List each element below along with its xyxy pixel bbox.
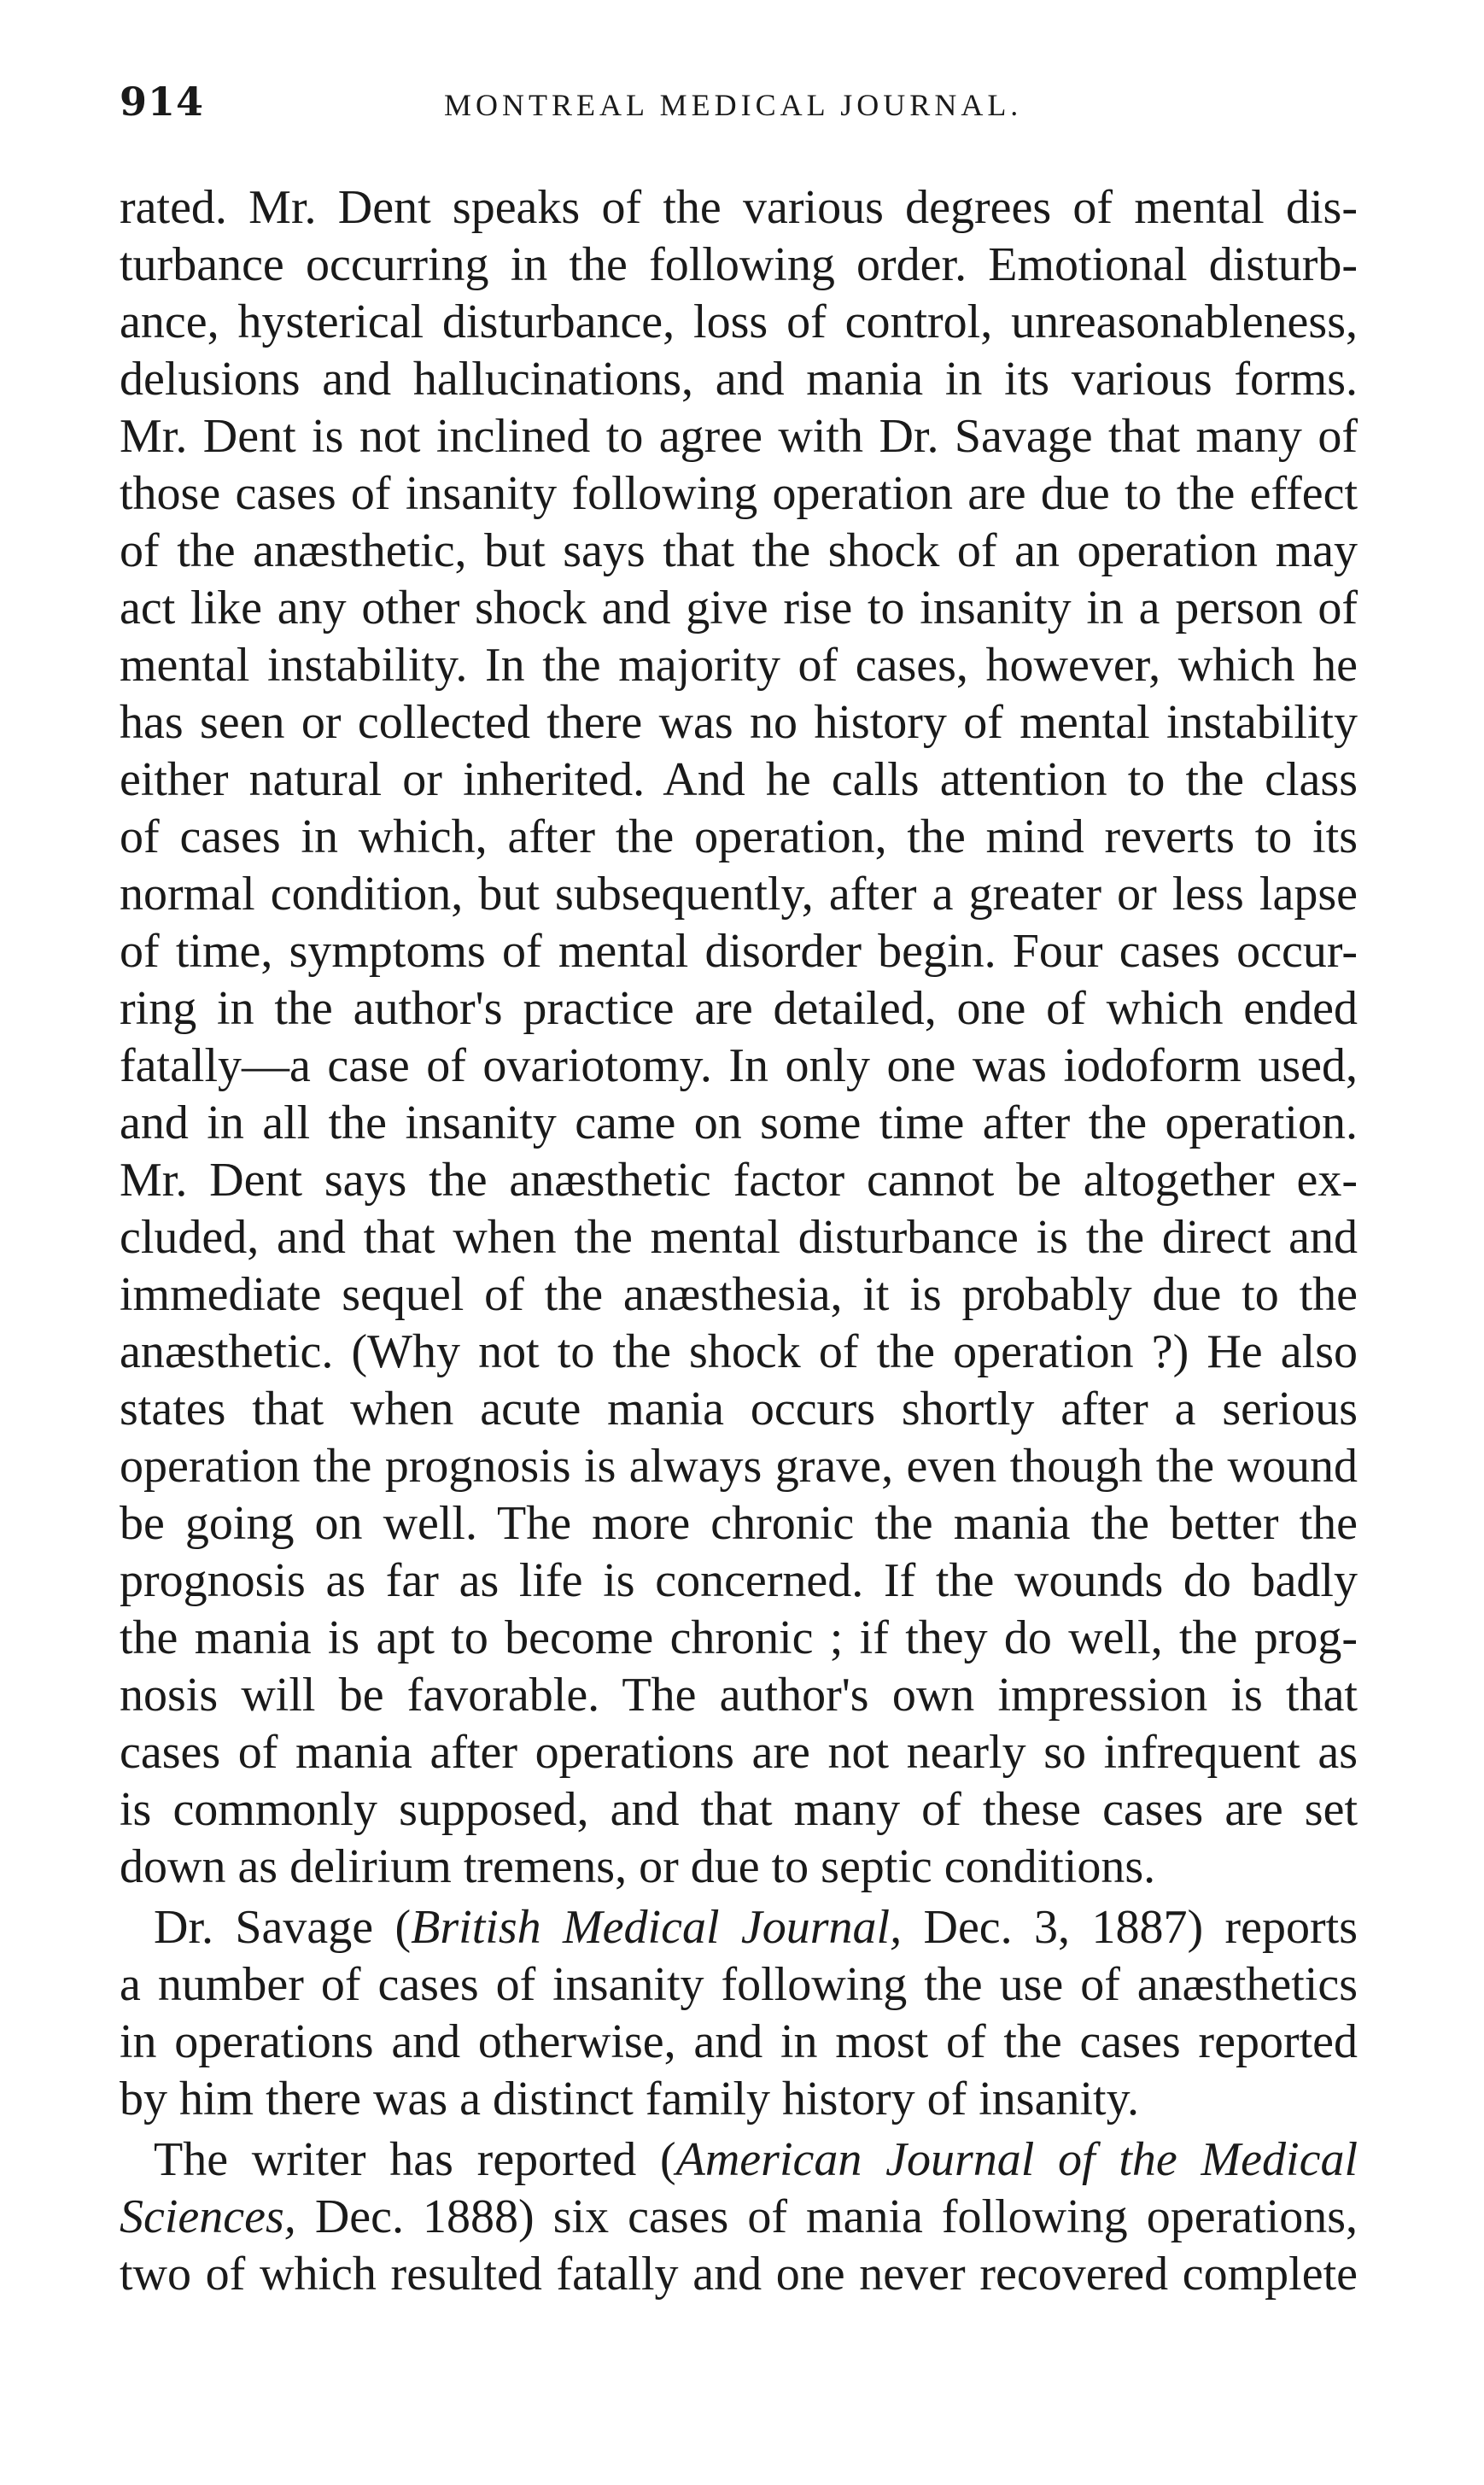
citation-title: Sciences, (120, 2190, 296, 2243)
text-line: be going on well. The more chronic the mania the better the (120, 1497, 1358, 1550)
text-line: of the anæsthetic, but says that the shock of an operation may (120, 524, 1358, 577)
text-line: ring in the author's practice are detailed, one of which ended (120, 982, 1358, 1035)
text-line: prognosis as far as life is concerned. If the wounds do badly (120, 1554, 1358, 1607)
text-line: Mr. Dent is not inclined to agree with Dr. Savage that many of (120, 410, 1358, 463)
text-line: immediate sequel of the anæsthesia, it is probably due to the (120, 1268, 1358, 1321)
text-span: The writer has reported ( (154, 2133, 676, 2186)
text-line: act like any other shock and give rise to insanity in a person of (120, 582, 1358, 634)
text-line: those cases of insanity following operation are due to the effect (120, 467, 1358, 520)
text-line: cases of mania after operations are not nearly so infrequent as (120, 1726, 1358, 1779)
text-line: down as delirium tremens, or due to septic conditions. (120, 1840, 1156, 1893)
text-line: is commonly supposed, and that many of these cases are set (120, 1783, 1358, 1836)
text-line: nosis will be favorable. The author's own impression is that (120, 1669, 1358, 1722)
body-text (120, 179, 1358, 2303)
text-line: has seen or collected there was no history of mental instability (120, 696, 1358, 749)
text-line: Mr. Dent says the anæsthetic factor cannot be altogether ex- (120, 1154, 1358, 1207)
text-line: normal condition, but subsequently, after a greater or less lapse (120, 868, 1358, 921)
text-line: fatally—a case of ovariotomy. In only one was iodoform used, (120, 1039, 1358, 1092)
text-line: mental instability. In the majority of cases, however, which he (120, 639, 1358, 692)
text-span: Dec. 3, 1887) reports (902, 1901, 1358, 1954)
text-span: Dec. 1888) six cases of mania following operations, (295, 2190, 1358, 2243)
text-line: states that when acute mania occurs shortly after a serious (120, 1383, 1358, 1435)
text-span: Dr. Savage ( (154, 1901, 412, 1954)
paragraph-1 (120, 179, 1358, 1896)
text-line: two of which resulted fatally and one never recovered complete (120, 2248, 1358, 2301)
paragraph-3 (120, 2131, 1358, 2303)
text-line: anæsthetic. (Why not to the shock of the operation ?) He also (120, 1325, 1358, 1378)
text-line: in operations and otherwise, and in most of the cases reported (120, 2015, 1358, 2068)
citation-title: American Journal of the Medical (675, 2133, 1358, 2186)
text-line: and in all the insanity came on some time after the operation. (120, 1096, 1358, 1149)
text-line (120, 2189, 1358, 2246)
text-line: of time, symptoms of mental disorder begin. Four cases occur- (120, 925, 1358, 978)
text-line (120, 2131, 1358, 2189)
page-number: 914 (120, 79, 205, 125)
text-line: either natural or inherited. And he calls attention to the class (120, 753, 1358, 806)
text-line: turbance occurring in the following order. Emotional disturb- (120, 238, 1358, 291)
text-line: a number of cases of insanity following the use of anæsthetics (120, 1958, 1358, 2011)
page-header (120, 79, 1358, 138)
text-line: operation the prognosis is always grave, even though the wound (120, 1440, 1358, 1493)
text-line: of cases in which, after the operation, the mind reverts to its (120, 810, 1358, 863)
text-line: ance, hysterical disturbance, loss of control, unreasonableness, (120, 295, 1358, 348)
running-head: MONTREAL MEDICAL JOURNAL. (444, 88, 1023, 122)
paragraph-2 (120, 1899, 1358, 2128)
citation-title: British Medical Journal, (411, 1901, 903, 1954)
text-line: cluded, and that when the mental disturbance is the direct and (120, 1211, 1358, 1264)
text-line: by him there was a distinct family history of insanity. (120, 2073, 1139, 2125)
text-line: rated. Mr. Dent speaks of the various degrees of mental dis- (120, 181, 1358, 234)
text-line (120, 1899, 1358, 1956)
text-line: the mania is apt to become chronic ; if they do well, the prog- (120, 1611, 1358, 1664)
text-line: delusions and hallucinations, and mania in its various forms. (120, 353, 1358, 406)
